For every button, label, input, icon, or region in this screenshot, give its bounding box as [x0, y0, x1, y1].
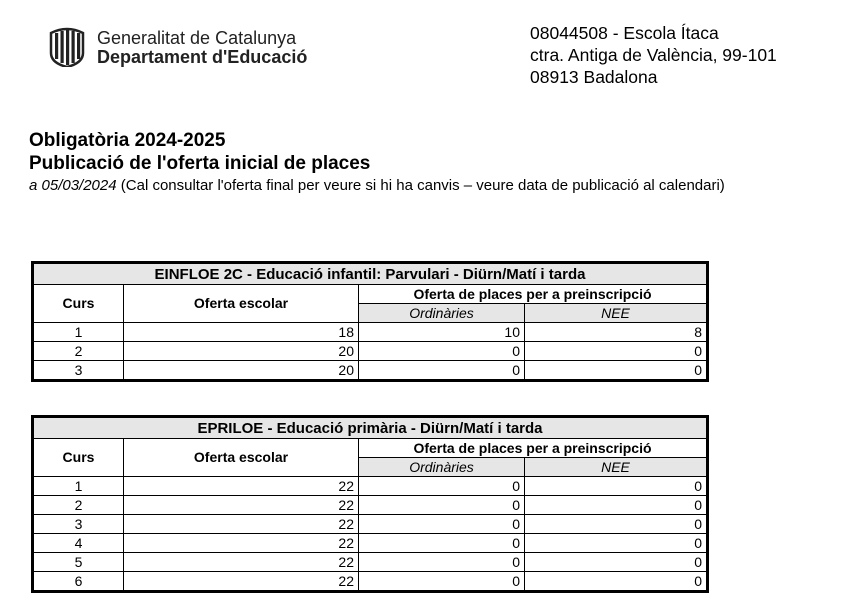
cell-ordinaries: 10: [359, 323, 525, 342]
cell-nee: 0: [525, 342, 708, 361]
cell-oferta: 18: [124, 323, 359, 342]
cell-oferta: 22: [124, 496, 359, 515]
offer-table-primaria: [31, 415, 709, 593]
table-row: [33, 361, 708, 381]
cell-nee: 8: [525, 323, 708, 342]
note-open-paren: (: [116, 177, 126, 194]
school-address: [530, 22, 777, 88]
cell-ordinaries: 0: [359, 496, 525, 515]
cell-curs: 3: [33, 515, 124, 534]
cell-nee: 0: [525, 572, 708, 592]
cell-curs: 1: [33, 477, 124, 496]
cell-oferta: 22: [124, 477, 359, 496]
cell-ordinaries: 0: [359, 572, 525, 592]
document-heading: [29, 129, 725, 196]
note-text: Cal consultar l'oferta final per veure si hi ha canvis – veure data de publicació al calendari: [125, 177, 720, 194]
cell-curs: 2: [33, 342, 124, 361]
cell-nee: 0: [525, 477, 708, 496]
logo-line-generalitat: Generalitat de Catalunya: [97, 28, 297, 48]
cell-nee: 0: [525, 515, 708, 534]
col-header-oferta: Oferta escolar: [124, 285, 359, 323]
document-subtitle: Publicació de l'oferta inicial de places: [29, 153, 371, 174]
cell-nee: 0: [525, 553, 708, 572]
col-header-nee: NEE: [525, 304, 708, 323]
cell-curs: 6: [33, 572, 124, 592]
cell-ordinaries: 0: [359, 477, 525, 496]
cell-curs: 2: [33, 496, 124, 515]
cell-ordinaries: 0: [359, 361, 525, 381]
cell-ordinaries: 0: [359, 515, 525, 534]
cell-oferta: 22: [124, 572, 359, 592]
school-city: 08913 Badalona: [530, 67, 658, 87]
table-body: [33, 323, 708, 381]
col-header-curs: Curs: [33, 285, 124, 323]
cell-oferta: 22: [124, 515, 359, 534]
cell-ordinaries: 0: [359, 553, 525, 572]
table-row: [33, 477, 708, 496]
cell-curs: 4: [33, 534, 124, 553]
table-row: [33, 323, 708, 342]
table-row: [33, 496, 708, 515]
cell-oferta: 20: [124, 342, 359, 361]
table-row: [33, 572, 708, 592]
col-header-oferta: Oferta escolar: [124, 439, 359, 477]
table-body: [33, 477, 708, 592]
cell-ordinaries: 0: [359, 534, 525, 553]
col-header-curs: Curs: [33, 439, 124, 477]
publication-note: [29, 176, 725, 196]
document-title: Obligatòria 2024-2025: [29, 130, 226, 151]
note-close-paren: ): [719, 177, 725, 194]
cell-nee: 0: [525, 361, 708, 381]
cell-ordinaries: 0: [359, 342, 525, 361]
table-row: [33, 534, 708, 553]
col-header-group: Oferta de places per a preinscripció: [359, 439, 708, 458]
table-title: EPRILOE - Educació primària - Diürn/Matí i tarda: [33, 417, 708, 439]
table-title: EINFLOE 2C - Educació infantil: Parvulari - Diürn/Matí i tarda: [33, 263, 708, 285]
table-row: [33, 553, 708, 572]
cell-nee: 0: [525, 534, 708, 553]
offer-table-infantil: [31, 261, 709, 382]
logo-line-departament: Departament d'Educació: [97, 47, 308, 67]
generalitat-logo: [47, 27, 367, 71]
cell-oferta: 22: [124, 534, 359, 553]
table-row: [33, 342, 708, 361]
col-header-ordinaries: Ordinàries: [359, 304, 525, 323]
generalitat-emblem-icon: [47, 27, 87, 67]
cell-curs: 3: [33, 361, 124, 381]
school-street: ctra. Antiga de València, 99-101: [530, 45, 777, 65]
table-row: [33, 515, 708, 534]
school-code-name: 08044508 - Escola Ítaca: [530, 23, 719, 43]
col-header-ordinaries: Ordinàries: [359, 458, 525, 477]
col-header-nee: NEE: [525, 458, 708, 477]
col-header-group: Oferta de places per a preinscripció: [359, 285, 708, 304]
cell-oferta: 20: [124, 361, 359, 381]
publication-date: a 05/03/2024: [29, 177, 117, 194]
cell-curs: 1: [33, 323, 124, 342]
cell-oferta: 22: [124, 553, 359, 572]
cell-curs: 5: [33, 553, 124, 572]
cell-nee: 0: [525, 496, 708, 515]
